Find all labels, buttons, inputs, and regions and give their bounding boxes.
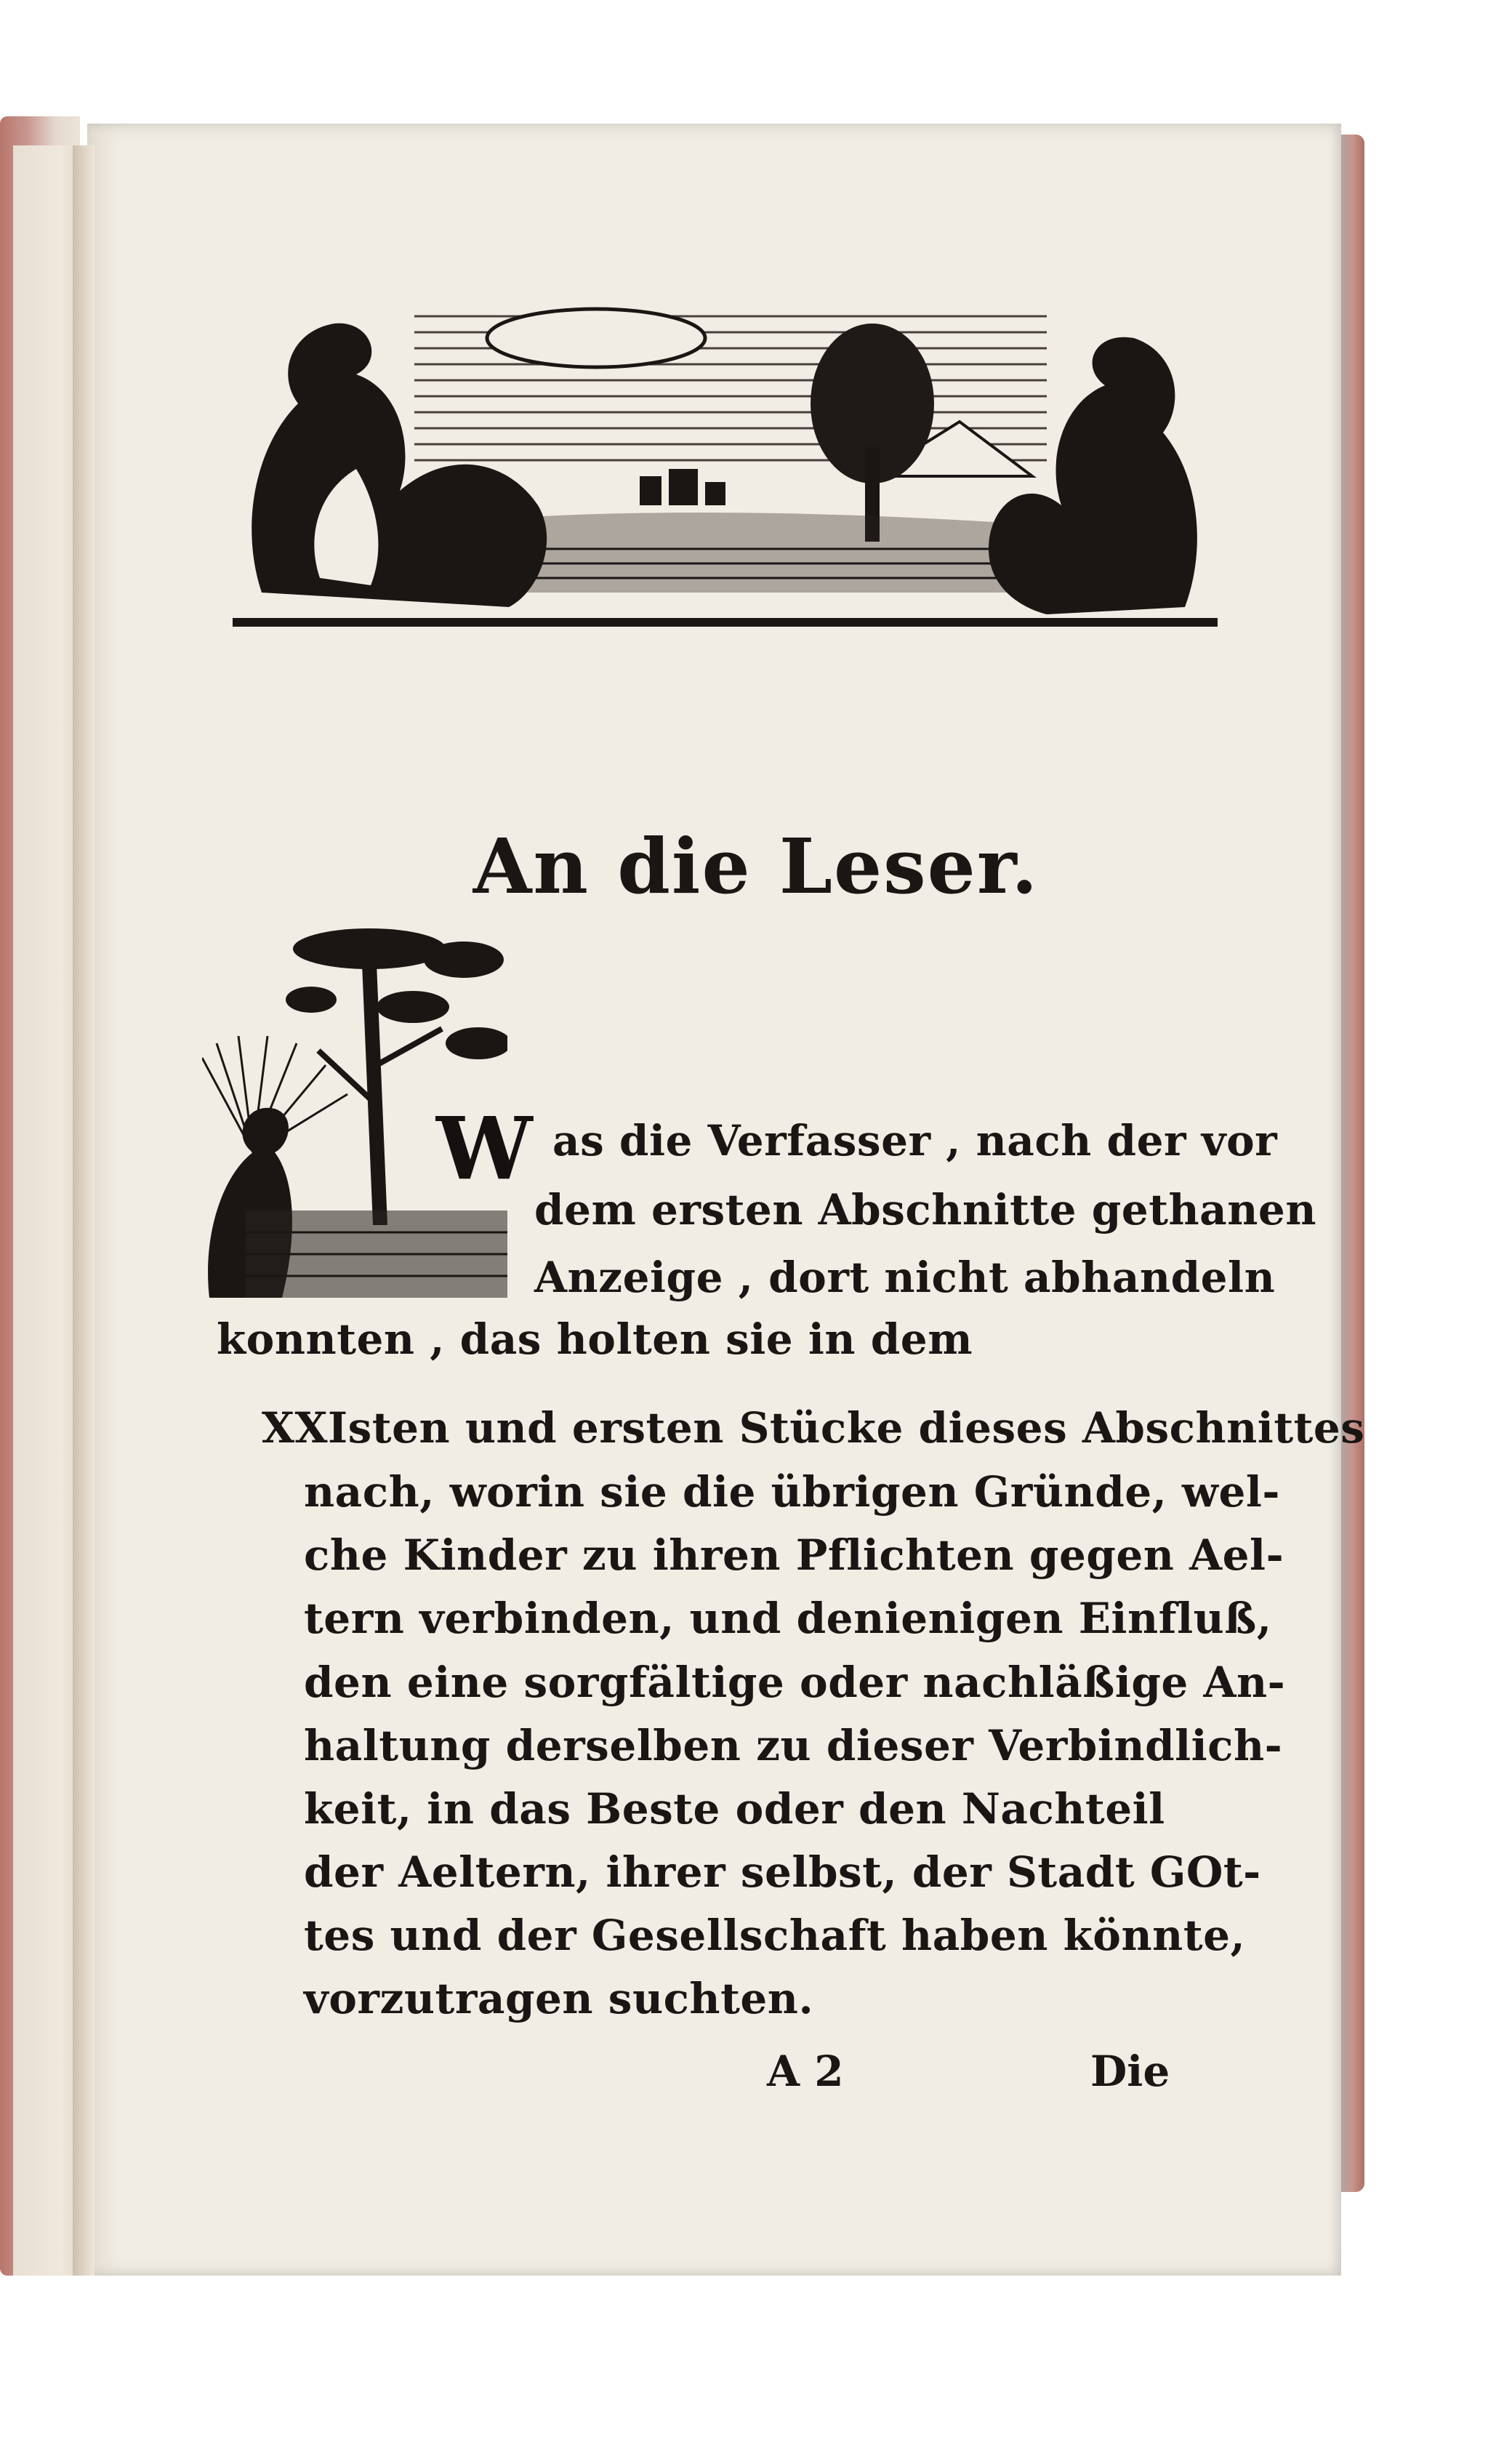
body-line-10: vorzutragen suchten. [304,1974,814,2023]
signature-mark: A 2 [767,2047,844,2096]
body-line-2: nach, worin sie die übrigen Gründe, wel- [304,1467,1280,1517]
body-line-3: che Kinder zu ihren Pflichten gegen Ael- [304,1530,1284,1580]
intro-line-4: konnten , das holten sie in dem [217,1314,973,1364]
intro-line-1: as die Verfasser , nach der vor [552,1116,1278,1165]
body-line-8: der Aeltern, ihrer selbst, der Stadt GOt- [304,1847,1261,1897]
intro-line-3: Anzeige , dort nicht abhandeln [534,1253,1276,1302]
body-line-5: den eine sorgfältige oder nachläßige An- [304,1658,1286,1707]
catchword: Die [1090,2047,1170,2096]
body-line-9: tes und der Gesellschaft haben könnte, [304,1911,1246,1960]
body-line-7: keit, in das Beste oder den Nachteil [304,1784,1165,1834]
drop-cap: W [436,1098,533,1199]
page-title: An die Leser. [472,822,1040,911]
body-line-6: haltung derselben zu dieser Verbindlich- [304,1721,1283,1770]
intro-line-2: dem ersten Abschnitte gethanen [534,1185,1316,1234]
headpiece-ornament [233,287,1218,636]
body-line-1: XXIsten und ersten Stücke dieses Abschnittes [262,1403,1365,1453]
body-line-4: tern verbinden, und denienigen Einfluß, [304,1594,1272,1643]
page-gutter [73,145,94,2276]
